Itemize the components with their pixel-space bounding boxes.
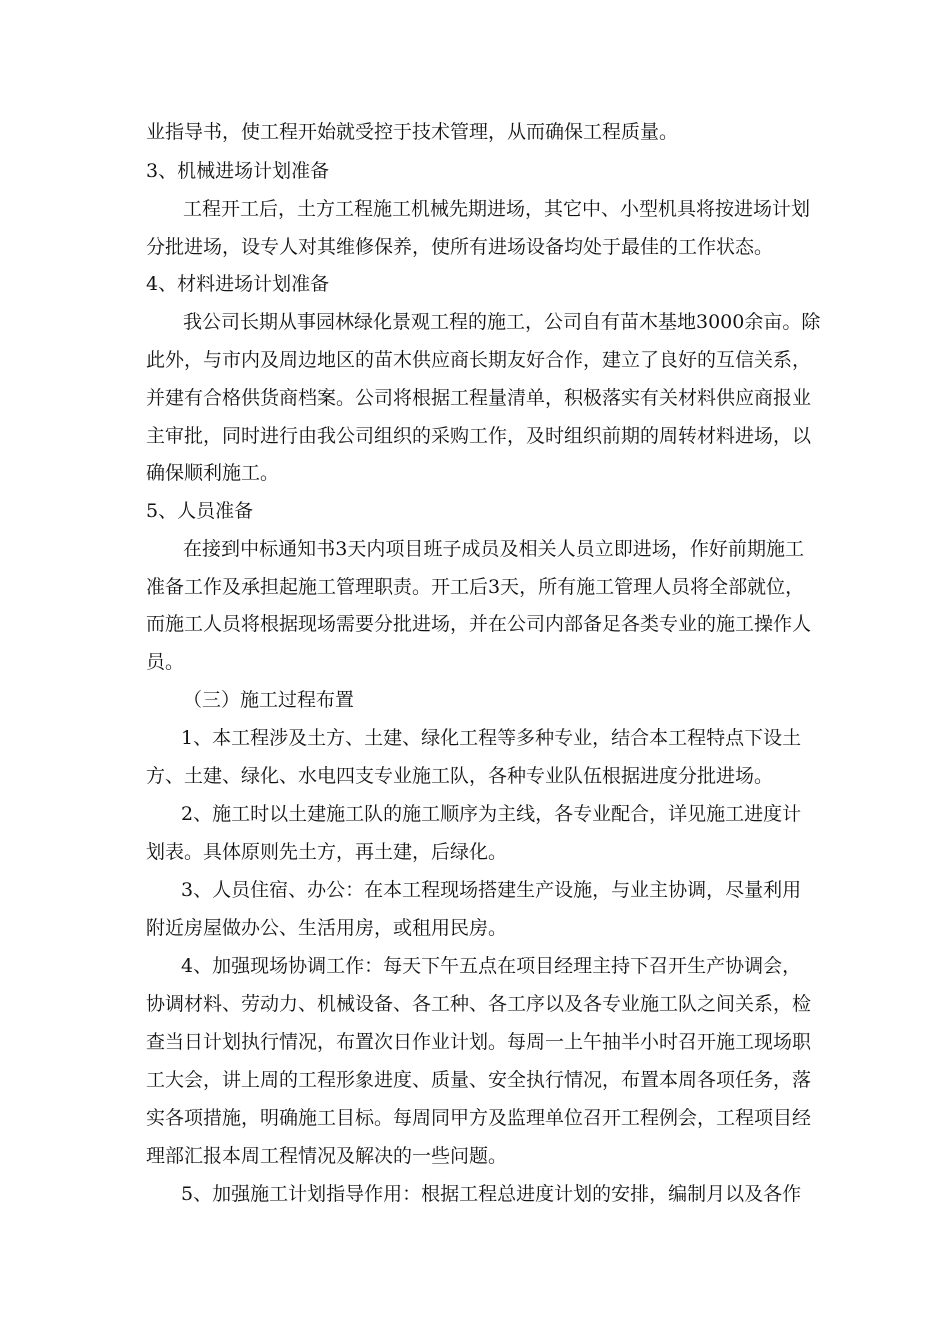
text-line [0,612,950,636]
text-line [0,1068,950,1092]
text-line-content: 工大会，讲上周的工程形象进度、质量、安全执行情况，布置本周各项任务，落 [146,1069,812,1091]
text-line [0,726,950,750]
text-line-content: 实各项措施，明确施工目标。每周同甲方及监理单位召开工程例会，工程项目经 [146,1107,812,1129]
section-heading: 3、机械进场计划准备 [146,160,330,182]
text-line-content: 协调材料、劳动力、机械设备、各工种、各工序以及各专业施工队之间关系，检 [146,993,812,1015]
text-line: 划表。具体原则先土方，再土建，后绿化。 [146,841,508,863]
text-line [0,954,950,978]
section-heading: 5、人员准备 [146,500,254,522]
text-line-content: 此外，与市内及周边地区的苗木供应商长期友好合作，建立了良好的互信关系， [146,349,812,371]
text-line-content: 2、施工时以土建施工队的施工顺序为主线，各专业配合，详见施工进度计 [181,803,802,825]
text-line [0,575,950,599]
text-line-content: 5、加强施工计划指导作用：根据工程总进度计划的安排，编制月以及各作 [181,1183,802,1205]
text-line [0,1106,950,1130]
text-line-content: 在接到中标通知书3天内项目班子成员及相关人员立即进场，作好前期施工 [183,538,804,560]
text-line [0,992,950,1016]
text-line-content: 而施工人员将根据现场需要分批进场，并在公司内部备足各类专业的施工操作人 [146,613,812,635]
text-line [0,348,950,372]
text-line: 理部汇报本周工程情况及解决的一些问题。 [146,1145,508,1167]
text-line-content: 并建有合格供货商档案。公司将根据工程量清单，积极落实有关材料供应商报业 [146,387,812,409]
text-line-content: 分批进场，设专人对其维修保养，使所有进场设备均处于最佳的工作状态。 [146,236,774,258]
text-line [0,310,950,334]
text-line-content: 3、人员住宿、办公：在本工程现场搭建生产设施，与业主协调，尽量利用 [181,879,802,901]
text-line-content: 我公司长期从事园林绿化景观工程的施工，公司自有苗木基地3000余亩。除 [183,311,821,333]
text-line [0,1182,950,1206]
text-line [0,878,950,902]
text-line-content: 查当日计划执行情况，布置次日作业计划。每周一上午抽半小时召开施工现场职 [146,1031,812,1053]
text-line-content: 1、本工程涉及土方、土建、绿化工程等多种专业，结合本工程特点下设土 [181,727,802,749]
text-line: 确保顺利施工。 [146,462,280,484]
text-line [0,802,950,826]
text-line: 附近房屋做办公、生活用房，或租用民房。 [146,917,508,939]
text-line-content: 4、加强现场协调工作：每天下午五点在项目经理主持下召开生产协调会， [181,955,802,977]
subsection-heading: （三）施工过程布置 [183,689,355,711]
text-line [0,197,950,221]
text-line [0,424,950,448]
text-line-content: 主审批，同时进行由我公司组织的采购工作，及时组织前期的周转材料进场，以 [146,425,812,447]
text-line-content: 工程开工后，土方工程施工机械先期进场，其它中、小型机具将按进场计划 [183,198,811,220]
text-line: 业指导书，使工程开始就受控于技术管理，从而确保工程质量。 [146,121,679,143]
text-line: 方、土建、绿化、水电四支专业施工队，各种专业队伍根据进度分批进场。 [146,765,774,787]
text-line [0,1030,950,1054]
section-heading: 4、材料进场计划准备 [146,273,330,295]
text-line-content: 准备工作及承担起施工管理职责。开工后3天，所有施工管理人员将全部就位， [146,576,805,598]
text-line: 员。 [146,651,185,673]
text-line [0,537,950,561]
text-line [0,235,950,259]
text-line [0,386,950,410]
